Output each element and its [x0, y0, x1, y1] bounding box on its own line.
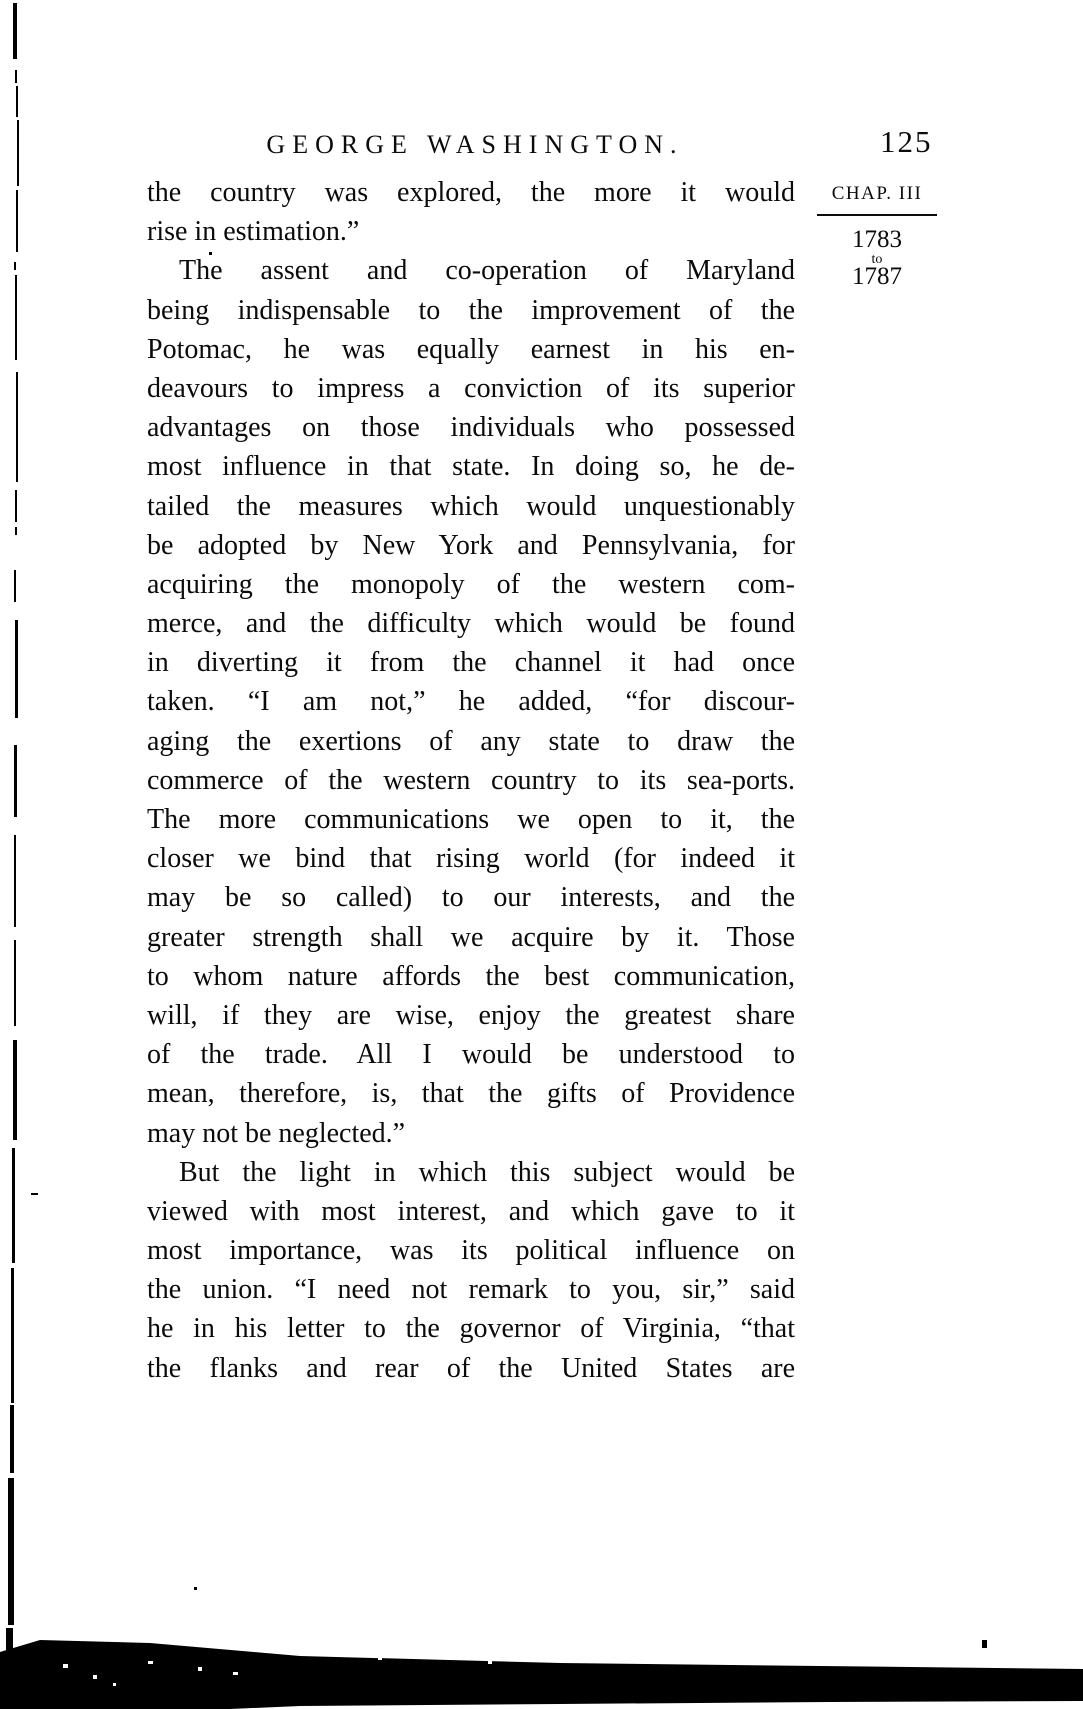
text-line: viewed with most interest, and which gave to it	[147, 1195, 795, 1227]
gutter-line-segment	[15, 527, 17, 535]
chapter-label: CHAP. III	[831, 183, 923, 204]
text-line: will, if they are wise, enjoy the greatest share	[147, 999, 795, 1031]
year-end: 1787	[852, 263, 902, 290]
page-number: 125	[880, 124, 933, 159]
text-line: may not be neglected.”	[147, 1117, 406, 1149]
gutter-line-segment	[14, 570, 16, 602]
text-line: tailed the measures which would unquestionably	[147, 490, 795, 522]
gutter-line-segment	[12, 1148, 15, 1263]
text-line: in diverting it from the channel it had once	[147, 647, 795, 679]
gutter-line-segment	[15, 620, 18, 718]
gutter-line-segment	[15, 275, 17, 360]
chapter-rule	[817, 214, 937, 216]
text-line: the flanks and rear of the United States are	[147, 1352, 795, 1384]
gutter-line-segment	[13, 3, 17, 59]
text-line: to whom nature affords the best communication,	[147, 960, 795, 992]
text-line: most influence in that state. In doing so, he de-	[147, 451, 795, 483]
text-line: The assent and co-operation of Maryland	[179, 255, 795, 287]
gutter-line-segment	[14, 745, 17, 817]
text-line: commerce of the western country to its sea-ports.	[147, 764, 795, 796]
gutter-line-segment	[15, 490, 17, 522]
text-line: acquiring the monopoly of the western com-	[147, 568, 795, 600]
text-line: he in his letter to the governor of Virginia, “that	[147, 1313, 795, 1345]
text-line: closer we bind that rising world (for indeed it	[147, 843, 795, 875]
text-line: advantages on those individuals who possessed	[147, 412, 795, 444]
running-title: GEORGE WASHINGTON.	[266, 130, 684, 159]
text-line: merce, and the difficulty which would be found	[147, 608, 795, 640]
gutter-line-segment	[14, 940, 16, 1026]
gutter-line-segment	[16, 86, 18, 117]
gutter-line-segment	[14, 835, 16, 927]
gutter-line-segment	[8, 1478, 14, 1625]
gutter-line-segment	[16, 190, 18, 252]
text-line: of the trade. All I would be understood to	[147, 1039, 795, 1071]
text-line: the union. “I need not remark to you, sir,” said	[147, 1274, 795, 1306]
year-start: 1783	[852, 226, 902, 253]
text-line: most importance, was its political influence on	[147, 1235, 795, 1267]
text-line: mean, therefore, is, that the gifts of Providence	[147, 1078, 795, 1110]
text-line: taken. “I am not,” he added, “for discour-	[147, 686, 795, 718]
body-text-column	[147, 173, 795, 1388]
gutter-line-segment	[17, 120, 19, 186]
text-line: greater strength shall we acquire by it. Those	[147, 921, 795, 953]
text-line: The more communications we open to it, the	[147, 804, 795, 835]
text-line: the country was explored, the more it would	[147, 177, 795, 208]
gutter-line-segment	[6, 1628, 13, 1656]
gutter-line-segment	[11, 1268, 14, 1403]
text-line: rise in estimation.”	[147, 216, 360, 248]
gutter-line-segment	[13, 1040, 17, 1140]
text-line: being indispensable to the improvement of the	[147, 294, 795, 326]
text-line: But the light in which this subject would be	[179, 1156, 795, 1188]
text-line: may be so called) to our interests, and the	[147, 882, 795, 914]
gutter-line-segment	[16, 372, 18, 482]
gutter-line-segment	[15, 70, 17, 83]
year-connector: to	[871, 252, 883, 267]
text-line: be adopted by New York and Pennsylvania, for	[147, 529, 795, 561]
text-line: Potomac, he was equally earnest in his en-	[147, 333, 795, 365]
text-line: aging the exertions of any state to draw the	[147, 725, 795, 757]
text-line: deavours to impress a conviction of its superior	[147, 372, 795, 404]
gutter-line-segment	[14, 262, 16, 270]
gutter-line-segment	[10, 1405, 14, 1473]
